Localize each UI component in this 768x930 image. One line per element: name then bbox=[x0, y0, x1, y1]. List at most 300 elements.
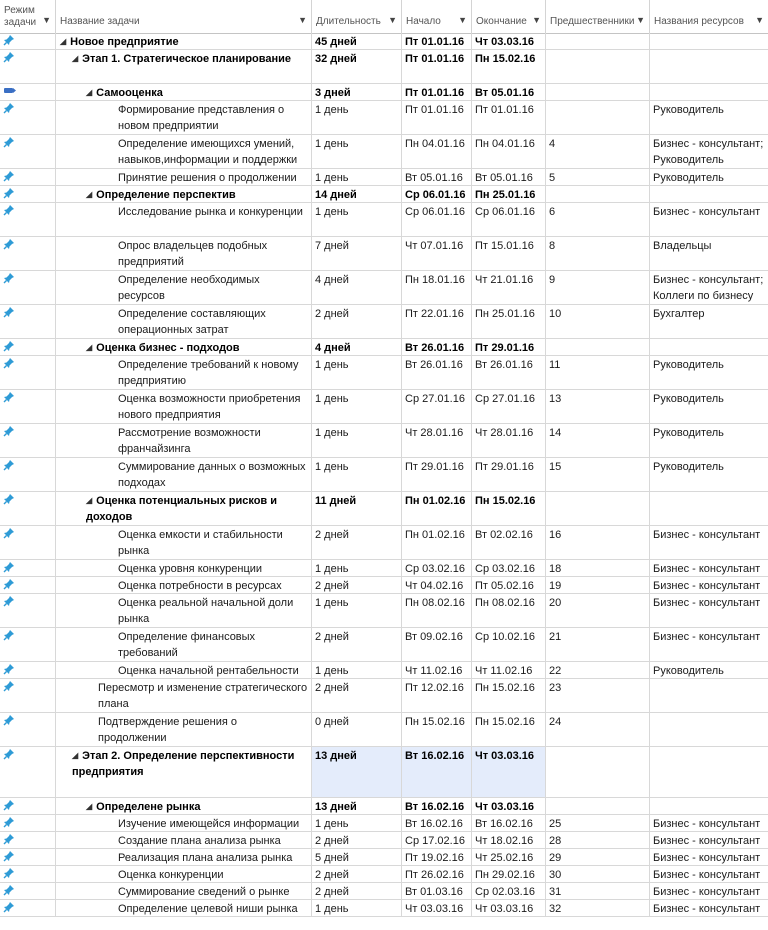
task-row[interactable] bbox=[0, 458, 768, 492]
task-mode-cell[interactable] bbox=[0, 50, 56, 83]
task-name-cell[interactable] bbox=[56, 883, 312, 899]
task-name-cell[interactable] bbox=[56, 356, 312, 389]
task-resources-cell[interactable] bbox=[650, 169, 768, 185]
task-predecessors-cell[interactable] bbox=[546, 560, 650, 576]
task-resources-cell[interactable] bbox=[650, 713, 768, 746]
task-start-cell[interactable] bbox=[402, 237, 472, 270]
task-start-cell[interactable] bbox=[402, 747, 472, 797]
task-name-cell[interactable] bbox=[56, 815, 312, 831]
task-predecessors-cell[interactable] bbox=[546, 866, 650, 882]
task-resources-cell[interactable] bbox=[650, 662, 768, 678]
task-end-cell[interactable] bbox=[472, 390, 546, 423]
task-name-cell[interactable] bbox=[56, 390, 312, 423]
task-end-cell[interactable] bbox=[472, 305, 546, 338]
task-duration-cell[interactable] bbox=[312, 866, 402, 882]
task-predecessors-cell[interactable] bbox=[546, 33, 650, 49]
task-duration-cell[interactable] bbox=[312, 577, 402, 593]
task-name-cell[interactable] bbox=[56, 594, 312, 627]
task-start-cell[interactable] bbox=[402, 135, 472, 168]
task-start-cell[interactable] bbox=[402, 492, 472, 525]
task-resources-cell[interactable] bbox=[650, 271, 768, 304]
task-end-cell[interactable] bbox=[472, 560, 546, 576]
task-resources-cell[interactable] bbox=[650, 356, 768, 389]
task-predecessors-cell[interactable] bbox=[546, 815, 650, 831]
task-duration-cell[interactable] bbox=[312, 50, 402, 83]
task-resources-cell[interactable] bbox=[650, 492, 768, 525]
task-resources-cell[interactable] bbox=[650, 849, 768, 865]
filter-dropdown-icon[interactable]: ▼ bbox=[42, 15, 51, 25]
task-row[interactable] bbox=[0, 305, 768, 339]
task-end-value: Пн 25.01.16 bbox=[475, 308, 535, 320]
task-mode-cell[interactable] bbox=[0, 424, 56, 457]
task-mode-cell[interactable] bbox=[0, 33, 56, 49]
task-start-cell[interactable] bbox=[402, 271, 472, 304]
task-start-cell[interactable] bbox=[402, 815, 472, 831]
task-predecessors-cell[interactable] bbox=[546, 169, 650, 185]
task-duration-cell[interactable] bbox=[312, 135, 402, 168]
task-name-cell[interactable] bbox=[56, 628, 312, 661]
task-mode-cell[interactable] bbox=[0, 594, 56, 627]
task-start-cell[interactable] bbox=[402, 662, 472, 678]
task-row[interactable] bbox=[0, 679, 768, 713]
task-start-value: Ср 06.01.16 bbox=[405, 189, 466, 201]
task-name-cell[interactable] bbox=[56, 186, 312, 202]
task-duration-cell[interactable] bbox=[312, 832, 402, 848]
task-resources-cell[interactable] bbox=[650, 560, 768, 576]
task-duration-cell[interactable] bbox=[312, 526, 402, 559]
task-start-cell[interactable] bbox=[402, 101, 472, 134]
task-mode-cell[interactable] bbox=[0, 883, 56, 899]
task-predecessors-cell[interactable] bbox=[546, 203, 650, 236]
task-end-cell[interactable] bbox=[472, 526, 546, 559]
task-mode-cell[interactable] bbox=[0, 135, 56, 168]
task-predecessors-cell[interactable] bbox=[546, 832, 650, 848]
task-row[interactable] bbox=[0, 713, 768, 747]
task-end-cell[interactable] bbox=[472, 237, 546, 270]
task-mode-cell[interactable] bbox=[0, 798, 56, 814]
task-start-cell[interactable] bbox=[402, 169, 472, 185]
task-row[interactable] bbox=[0, 832, 768, 849]
task-name-cell[interactable] bbox=[56, 237, 312, 270]
task-predecessors-cell[interactable] bbox=[546, 849, 650, 865]
task-name-cell[interactable] bbox=[56, 203, 312, 236]
task-duration-cell[interactable] bbox=[312, 849, 402, 865]
collapse-toggle-icon[interactable]: ◢ bbox=[86, 88, 93, 97]
task-end-cell[interactable] bbox=[472, 594, 546, 627]
task-mode-cell[interactable] bbox=[0, 101, 56, 134]
task-resources-cell[interactable] bbox=[650, 186, 768, 202]
task-start-cell[interactable] bbox=[402, 883, 472, 899]
column-header-name[interactable] bbox=[56, 0, 312, 33]
task-mode-cell[interactable] bbox=[0, 849, 56, 865]
task-name-cell[interactable] bbox=[56, 900, 312, 916]
task-end-cell[interactable] bbox=[472, 628, 546, 661]
task-start-cell[interactable] bbox=[402, 458, 472, 491]
task-pred-value: 31 bbox=[549, 886, 562, 898]
task-duration-cell[interactable] bbox=[312, 33, 402, 49]
task-end-cell[interactable] bbox=[472, 832, 546, 848]
task-start-cell[interactable] bbox=[402, 832, 472, 848]
task-mode-cell[interactable] bbox=[0, 84, 56, 100]
task-resources-cell[interactable] bbox=[650, 203, 768, 236]
task-duration-cell[interactable] bbox=[312, 628, 402, 661]
task-mode-cell[interactable] bbox=[0, 186, 56, 202]
task-name-cell[interactable] bbox=[56, 305, 312, 338]
column-header-mode[interactable] bbox=[0, 0, 56, 33]
task-name-cell[interactable] bbox=[56, 169, 312, 185]
task-name-cell[interactable] bbox=[56, 679, 312, 712]
task-end-cell[interactable] bbox=[472, 101, 546, 134]
task-start-cell[interactable] bbox=[402, 866, 472, 882]
collapse-toggle-icon[interactable]: ◢ bbox=[72, 54, 79, 63]
column-header-duration[interactable] bbox=[312, 0, 402, 33]
task-name-cell[interactable] bbox=[56, 662, 312, 678]
task-row[interactable] bbox=[0, 356, 768, 390]
task-end-cell[interactable] bbox=[472, 798, 546, 814]
task-name-cell[interactable] bbox=[56, 849, 312, 865]
task-end-cell[interactable] bbox=[472, 135, 546, 168]
task-duration-cell[interactable] bbox=[312, 662, 402, 678]
task-mode-cell[interactable] bbox=[0, 713, 56, 746]
task-start-cell[interactable] bbox=[402, 84, 472, 100]
task-mode-cell[interactable] bbox=[0, 339, 56, 355]
task-row[interactable] bbox=[0, 798, 768, 815]
task-row[interactable] bbox=[0, 84, 768, 101]
filter-dropdown-icon[interactable]: ▼ bbox=[636, 15, 645, 25]
task-end-value: Чт 21.01.16 bbox=[475, 274, 534, 286]
task-resources-cell[interactable] bbox=[650, 815, 768, 831]
task-duration-cell[interactable] bbox=[312, 356, 402, 389]
task-duration-cell[interactable] bbox=[312, 390, 402, 423]
task-end-cell[interactable] bbox=[472, 84, 546, 100]
task-end-value: Пн 15.02.16 bbox=[475, 495, 536, 507]
task-predecessors-cell[interactable] bbox=[546, 747, 650, 797]
task-name-cell[interactable] bbox=[56, 339, 312, 355]
filter-dropdown-icon[interactable]: ▼ bbox=[532, 15, 541, 25]
task-end-cell[interactable] bbox=[472, 679, 546, 712]
task-start-cell[interactable] bbox=[402, 390, 472, 423]
task-predecessors-cell[interactable] bbox=[546, 883, 650, 899]
task-resources-cell[interactable] bbox=[650, 883, 768, 899]
task-mode-cell[interactable] bbox=[0, 203, 56, 236]
task-name: Оценка начальной рентабельности bbox=[118, 665, 299, 677]
task-mode-cell[interactable] bbox=[0, 747, 56, 797]
task-duration-cell[interactable] bbox=[312, 424, 402, 457]
column-header-predecessors[interactable] bbox=[546, 0, 650, 33]
collapse-toggle-icon[interactable]: ◢ bbox=[86, 802, 93, 811]
task-row[interactable] bbox=[0, 186, 768, 203]
task-mode-cell[interactable] bbox=[0, 679, 56, 712]
task-row[interactable] bbox=[0, 866, 768, 883]
task-predecessors-cell[interactable] bbox=[546, 798, 650, 814]
task-duration-cell[interactable] bbox=[312, 747, 402, 797]
task-row[interactable] bbox=[0, 50, 768, 84]
task-mode-cell[interactable] bbox=[0, 271, 56, 304]
task-mode-cell[interactable] bbox=[0, 662, 56, 678]
task-name-cell[interactable] bbox=[56, 526, 312, 559]
task-end-cell[interactable] bbox=[472, 186, 546, 202]
task-duration-cell[interactable] bbox=[312, 186, 402, 202]
task-predecessors-cell[interactable] bbox=[546, 679, 650, 712]
task-duration-cell[interactable] bbox=[312, 900, 402, 916]
task-predecessors-cell[interactable] bbox=[546, 271, 650, 304]
task-resources-cell[interactable] bbox=[650, 577, 768, 593]
task-row[interactable] bbox=[0, 203, 768, 237]
task-start-cell[interactable] bbox=[402, 356, 472, 389]
collapse-toggle-icon[interactable]: ◢ bbox=[72, 751, 79, 760]
task-name-cell[interactable] bbox=[56, 458, 312, 491]
task-end-cell[interactable] bbox=[472, 900, 546, 916]
task-name-cell[interactable] bbox=[56, 101, 312, 134]
task-resources-cell[interactable] bbox=[650, 900, 768, 916]
task-start-cell[interactable] bbox=[402, 849, 472, 865]
task-duration-cell[interactable] bbox=[312, 560, 402, 576]
task-end-cell[interactable] bbox=[472, 424, 546, 457]
task-end-cell[interactable] bbox=[472, 866, 546, 882]
task-row[interactable] bbox=[0, 577, 768, 594]
task-predecessors-cell[interactable] bbox=[546, 577, 650, 593]
collapse-toggle-icon[interactable]: ◢ bbox=[86, 496, 93, 505]
task-predecessors-cell[interactable] bbox=[546, 594, 650, 627]
task-end-cell[interactable] bbox=[472, 458, 546, 491]
task-resources-cell[interactable] bbox=[650, 50, 768, 83]
task-duration-cell[interactable] bbox=[312, 169, 402, 185]
column-header-start[interactable] bbox=[402, 0, 472, 33]
task-end-cell[interactable] bbox=[472, 662, 546, 678]
task-name-cell[interactable] bbox=[56, 577, 312, 593]
task-mode-cell[interactable] bbox=[0, 526, 56, 559]
filter-dropdown-icon[interactable]: ▼ bbox=[298, 15, 307, 25]
collapse-toggle-icon[interactable]: ◢ bbox=[60, 37, 67, 46]
task-start-value: Вт 26.01.16 bbox=[405, 359, 463, 371]
task-duration-cell[interactable] bbox=[312, 271, 402, 304]
task-duration-cell[interactable] bbox=[312, 594, 402, 627]
task-row[interactable] bbox=[0, 594, 768, 628]
task-resources-cell[interactable] bbox=[650, 305, 768, 338]
task-resources-cell[interactable] bbox=[650, 458, 768, 491]
task-mode-cell[interactable] bbox=[0, 356, 56, 389]
task-row[interactable] bbox=[0, 628, 768, 662]
task-row[interactable] bbox=[0, 747, 768, 798]
task-mode-cell[interactable] bbox=[0, 169, 56, 185]
column-header-resources[interactable] bbox=[650, 0, 768, 33]
task-row[interactable] bbox=[0, 33, 768, 50]
task-end-value: Вт 26.01.16 bbox=[475, 359, 533, 371]
task-duration-cell[interactable] bbox=[312, 798, 402, 814]
task-row[interactable] bbox=[0, 135, 768, 169]
task-predecessors-cell[interactable] bbox=[546, 390, 650, 423]
task-resources-cell[interactable] bbox=[650, 84, 768, 100]
task-mode-cell[interactable] bbox=[0, 237, 56, 270]
task-row[interactable] bbox=[0, 662, 768, 679]
task-predecessors-cell[interactable] bbox=[546, 50, 650, 83]
task-resources-cell[interactable] bbox=[650, 628, 768, 661]
task-row[interactable] bbox=[0, 424, 768, 458]
task-duration-cell[interactable] bbox=[312, 305, 402, 338]
task-start-cell[interactable] bbox=[402, 628, 472, 661]
task-name-cell[interactable] bbox=[56, 747, 312, 797]
task-end-cell[interactable] bbox=[472, 33, 546, 49]
task-predecessors-cell[interactable] bbox=[546, 305, 650, 338]
task-predecessors-cell[interactable] bbox=[546, 424, 650, 457]
collapse-toggle-icon[interactable]: ◢ bbox=[86, 190, 93, 199]
task-mode-cell[interactable] bbox=[0, 305, 56, 338]
filter-dropdown-icon[interactable]: ▼ bbox=[388, 15, 397, 25]
task-end-cell[interactable] bbox=[472, 50, 546, 83]
task-duration-cell[interactable] bbox=[312, 237, 402, 270]
task-duration-cell[interactable] bbox=[312, 458, 402, 491]
task-resources-cell[interactable] bbox=[650, 594, 768, 627]
task-name-cell[interactable] bbox=[56, 798, 312, 814]
task-name-cell[interactable] bbox=[56, 33, 312, 49]
task-mode-cell[interactable] bbox=[0, 458, 56, 491]
task-predecessors-cell[interactable] bbox=[546, 900, 650, 916]
task-predecessors-cell[interactable] bbox=[546, 492, 650, 525]
task-duration-cell[interactable] bbox=[312, 492, 402, 525]
task-predecessors-cell[interactable] bbox=[546, 339, 650, 355]
task-row[interactable] bbox=[0, 883, 768, 900]
task-name-cell[interactable] bbox=[56, 50, 312, 83]
task-duration-cell[interactable] bbox=[312, 679, 402, 712]
task-mode-cell[interactable] bbox=[0, 560, 56, 576]
task-duration-cell[interactable] bbox=[312, 203, 402, 236]
column-header-end[interactable] bbox=[472, 0, 546, 33]
task-pred-value: 22 bbox=[549, 665, 562, 677]
task-start-cell[interactable] bbox=[402, 339, 472, 355]
filter-dropdown-icon[interactable]: ▼ bbox=[755, 15, 764, 25]
task-start-cell[interactable] bbox=[402, 900, 472, 916]
task-row[interactable] bbox=[0, 339, 768, 356]
task-mode-cell[interactable] bbox=[0, 577, 56, 593]
task-end-cell[interactable] bbox=[472, 169, 546, 185]
task-start-cell[interactable] bbox=[402, 50, 472, 83]
task-start-cell[interactable] bbox=[402, 798, 472, 814]
task-name-cell[interactable] bbox=[56, 713, 312, 746]
task-row[interactable] bbox=[0, 560, 768, 577]
task-name-cell[interactable] bbox=[56, 424, 312, 457]
task-end-cell[interactable] bbox=[472, 747, 546, 797]
task-row[interactable] bbox=[0, 390, 768, 424]
task-start-cell[interactable] bbox=[402, 594, 472, 627]
task-mode-cell[interactable] bbox=[0, 628, 56, 661]
task-name-cell[interactable] bbox=[56, 560, 312, 576]
task-pred-value: 23 bbox=[549, 682, 562, 694]
task-end-cell[interactable] bbox=[472, 883, 546, 899]
task-mode-cell[interactable] bbox=[0, 815, 56, 831]
task-predecessors-cell[interactable] bbox=[546, 84, 650, 100]
task-resources-cell[interactable] bbox=[650, 390, 768, 423]
task-resources-cell[interactable] bbox=[650, 747, 768, 797]
task-predecessors-cell[interactable] bbox=[546, 526, 650, 559]
task-duration-value: 1 день bbox=[315, 104, 349, 116]
task-name-cell[interactable] bbox=[56, 492, 312, 525]
task-end-cell[interactable] bbox=[472, 815, 546, 831]
task-resources-cell[interactable] bbox=[650, 866, 768, 882]
task-row[interactable] bbox=[0, 849, 768, 866]
task-duration-cell[interactable] bbox=[312, 101, 402, 134]
collapse-toggle-icon[interactable]: ◢ bbox=[86, 343, 93, 352]
task-resources-cell[interactable] bbox=[650, 237, 768, 270]
task-resources-cell[interactable] bbox=[650, 526, 768, 559]
task-name-cell[interactable] bbox=[56, 135, 312, 168]
task-row[interactable] bbox=[0, 101, 768, 135]
task-predecessors-cell[interactable] bbox=[546, 713, 650, 746]
task-end-value: Чт 03.03.16 bbox=[475, 801, 534, 813]
task-resources-cell[interactable] bbox=[650, 424, 768, 457]
task-mode-cell[interactable] bbox=[0, 492, 56, 525]
task-name-cell[interactable] bbox=[56, 84, 312, 100]
task-predecessors-cell[interactable] bbox=[546, 356, 650, 389]
task-start-cell[interactable] bbox=[402, 679, 472, 712]
task-start-cell[interactable] bbox=[402, 186, 472, 202]
task-row[interactable] bbox=[0, 169, 768, 186]
task-name-cell[interactable] bbox=[56, 832, 312, 848]
task-mode-cell[interactable] bbox=[0, 832, 56, 848]
task-row[interactable] bbox=[0, 237, 768, 271]
task-end-cell[interactable] bbox=[472, 492, 546, 525]
task-end-cell[interactable] bbox=[472, 271, 546, 304]
task-end-cell[interactable] bbox=[472, 713, 546, 746]
task-resources-cell[interactable] bbox=[650, 33, 768, 49]
task-predecessors-cell[interactable] bbox=[546, 458, 650, 491]
task-predecessors-cell[interactable] bbox=[546, 237, 650, 270]
task-row[interactable] bbox=[0, 815, 768, 832]
task-pred-value: 20 bbox=[549, 597, 562, 609]
task-end-cell[interactable] bbox=[472, 577, 546, 593]
task-name-cell[interactable] bbox=[56, 866, 312, 882]
task-end-cell[interactable] bbox=[472, 849, 546, 865]
task-end-cell[interactable] bbox=[472, 356, 546, 389]
task-row[interactable] bbox=[0, 526, 768, 560]
task-start-cell[interactable] bbox=[402, 424, 472, 457]
task-end-cell[interactable] bbox=[472, 203, 546, 236]
task-start-cell[interactable] bbox=[402, 577, 472, 593]
task-duration-cell[interactable] bbox=[312, 84, 402, 100]
task-resources-cell[interactable] bbox=[650, 135, 768, 168]
task-row[interactable] bbox=[0, 271, 768, 305]
task-mode-cell[interactable] bbox=[0, 866, 56, 882]
task-start-cell[interactable] bbox=[402, 713, 472, 746]
task-start-cell[interactable] bbox=[402, 560, 472, 576]
task-mode-cell[interactable] bbox=[0, 900, 56, 916]
task-row[interactable] bbox=[0, 492, 768, 526]
task-predecessors-cell[interactable] bbox=[546, 662, 650, 678]
filter-dropdown-icon[interactable]: ▼ bbox=[458, 15, 467, 25]
task-resources-cell[interactable] bbox=[650, 339, 768, 355]
task-predecessors-cell[interactable] bbox=[546, 186, 650, 202]
task-res-value: Руководитель bbox=[653, 359, 724, 371]
task-duration-cell[interactable] bbox=[312, 713, 402, 746]
task-predecessors-cell[interactable] bbox=[546, 628, 650, 661]
task-row[interactable] bbox=[0, 900, 768, 917]
task-start-cell[interactable] bbox=[402, 33, 472, 49]
task-resources-cell[interactable] bbox=[650, 101, 768, 134]
task-start-cell[interactable] bbox=[402, 305, 472, 338]
task-predecessors-cell[interactable] bbox=[546, 101, 650, 134]
task-duration-cell[interactable] bbox=[312, 815, 402, 831]
task-duration-cell[interactable] bbox=[312, 339, 402, 355]
task-resources-cell[interactable] bbox=[650, 798, 768, 814]
task-mode-cell[interactable] bbox=[0, 390, 56, 423]
task-resources-cell[interactable] bbox=[650, 679, 768, 712]
task-start-cell[interactable] bbox=[402, 526, 472, 559]
task-end-cell[interactable] bbox=[472, 339, 546, 355]
task-duration-cell[interactable] bbox=[312, 883, 402, 899]
task-start-cell[interactable] bbox=[402, 203, 472, 236]
task-name-cell[interactable] bbox=[56, 271, 312, 304]
task-resources-cell[interactable] bbox=[650, 832, 768, 848]
task-predecessors-cell[interactable] bbox=[546, 135, 650, 168]
